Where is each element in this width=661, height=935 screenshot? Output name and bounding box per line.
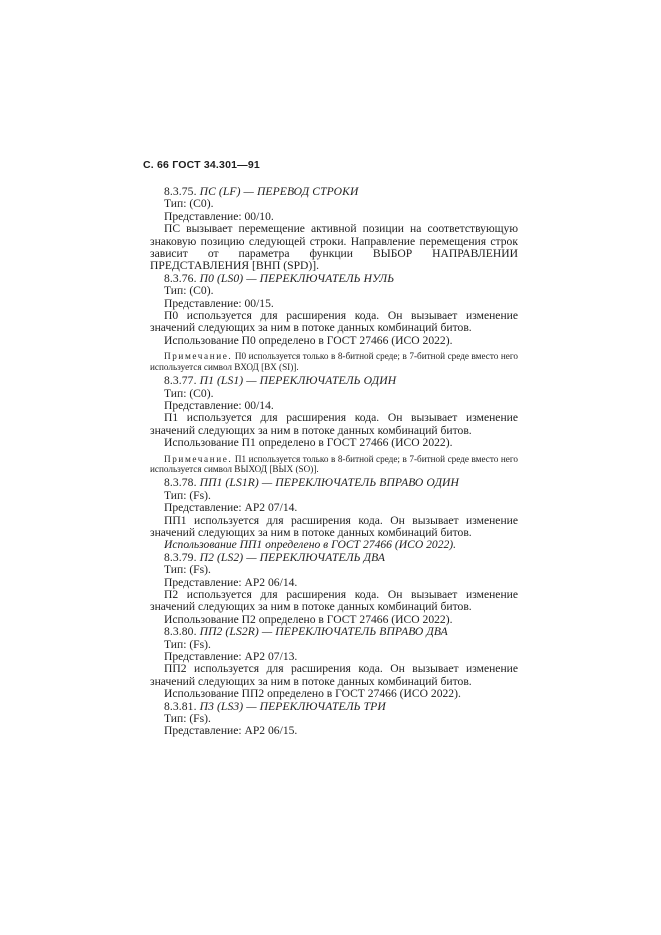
usage-paragraph: Использование П0 определено в ГОСТ 27466 (ИСО 2022).: [164, 333, 453, 347]
section-number: 8.3.75.: [164, 185, 197, 198]
section-title: ПС (LF) — ПЕРЕВОД СТРОКИ: [199, 185, 359, 198]
section-heading: [150, 477, 518, 489]
representation-line: Представление: АР2 07/14.: [164, 501, 298, 515]
note-text: П0 используется только в 8-битной среде; в 7-битной среде вместо него используется символ ВХОД [ВХ (SI)].: [150, 351, 518, 372]
section-8-3-75: [150, 186, 518, 273]
note-text: П1 используется только в 8-битной среде; в 7-битной среде вместо него используется символ ВЫХОД [ВЫХ (SO)].: [150, 453, 518, 474]
type-line: Тип: (Fs).: [164, 637, 211, 651]
section-number: 8.3.80.: [164, 625, 197, 639]
type-line: Тип: (Fs).: [164, 712, 211, 726]
section-number: 8.3.79.: [164, 550, 197, 564]
section-number: 8.3.81.: [164, 699, 197, 713]
section-title: П3 (LS3) — ПЕРЕКЛЮЧАТЕЛЬ ТРИ: [199, 699, 386, 713]
type-line: Тип: (Fs).: [164, 563, 211, 577]
type-line: Тип: (C0).: [164, 386, 214, 400]
section-8-3-77: [150, 375, 518, 474]
description-paragraph: ПП1 используется для расширения кода. Он вызывает изменение значений следующих за ним в потоке данных комбинаций битов.: [150, 513, 518, 539]
note-label: Примечание.: [164, 453, 233, 464]
representation-line: Представление: АР2 07/13.: [164, 650, 298, 664]
note-paragraph: [150, 351, 518, 372]
section-number: 8.3.76.: [164, 271, 197, 285]
section-title: П1 (LS1) — ПЕРЕКЛЮЧАТЕЛЬ ОДИН: [199, 374, 397, 388]
section-title: П0 (LS0) — ПЕРЕКЛЮЧАТЕЛЬ НУЛЬ: [199, 271, 395, 285]
representation-line: Представление: 00/14.: [164, 398, 274, 412]
page-header: С. 66 ГОСТ 34.301—91: [143, 159, 260, 171]
description-paragraph: П0 используется для расширения кода. Он вызывает изменение значений следующих за ним в потоке данных комбинаций битов.: [150, 309, 518, 335]
note-label: Примечание.: [164, 351, 233, 362]
section-number: 8.3.78.: [164, 476, 197, 490]
section-heading: [150, 626, 518, 638]
section-heading: [150, 375, 518, 387]
type-line: Тип: (C0).: [164, 284, 214, 298]
usage-paragraph: Использование П2 определено в ГОСТ 27466 (ИСО 2022).: [164, 612, 453, 626]
section-8-3-79: [150, 552, 518, 626]
section-number: 8.3.77.: [164, 374, 197, 388]
type-line: Тип: (Fs).: [164, 488, 211, 502]
section-title: ПП2 (LS2R) — ПЕРЕКЛЮЧАТЕЛЬ ВПРАВО ДВА: [199, 625, 448, 639]
description-paragraph: П1 используется для расширения кода. Он вызывает изменение значений следующих за ним в потоке данных комбинаций битов.: [150, 411, 518, 437]
usage-paragraph: Использование ПП1 определено в ГОСТ 27466 (ИСО 2022).: [164, 538, 457, 552]
representation-line: Представление: 00/10.: [164, 209, 274, 223]
section-8-3-78: [150, 477, 518, 551]
representation-line: Представление: АР2 06/15.: [164, 724, 298, 738]
usage-paragraph: Использование ПП2 определено в ГОСТ 27466 (ИСО 2022).: [164, 687, 461, 701]
description-paragraph: П2 используется для расширения кода. Он вызывает изменение значений следующих за ним в потоке данных комбинаций битов.: [150, 588, 518, 614]
representation-line: Представление: 00/15.: [164, 296, 274, 310]
section-title: П2 (LS2) — ПЕРЕКЛЮЧАТЕЛЬ ДВА: [199, 550, 386, 564]
type-line: Тип: (C0).: [164, 197, 214, 211]
usage-paragraph: Использование П1 определено в ГОСТ 27466 (ИСО 2022).: [164, 436, 453, 450]
page-content: [150, 186, 518, 738]
section-title: ПП1 (LS1R) — ПЕРЕКЛЮЧАТЕЛЬ ВПРАВО ОДИН: [199, 476, 459, 490]
section-8-3-81: [150, 701, 518, 738]
section-8-3-80: [150, 626, 518, 700]
description-paragraph: ПП2 используется для расширения кода. Он вызывает изменение значений следующих за ним в потоке данных комбинаций битов.: [150, 662, 518, 688]
note-paragraph: [150, 454, 518, 475]
representation-line: Представление: АР2 06/14.: [164, 575, 298, 589]
description-paragraph: ПС вызывает перемещение активной позиции на соответствующую знаковую позицию следующей строки. Направление перемещения строк зависит от параметра функции ВЫБОР НАПРАВЛЕНИИ ПРЕДСТАВЛЕНИЯ [ВНП (SPD)].: [150, 222, 518, 273]
section-8-3-76: [150, 273, 518, 372]
